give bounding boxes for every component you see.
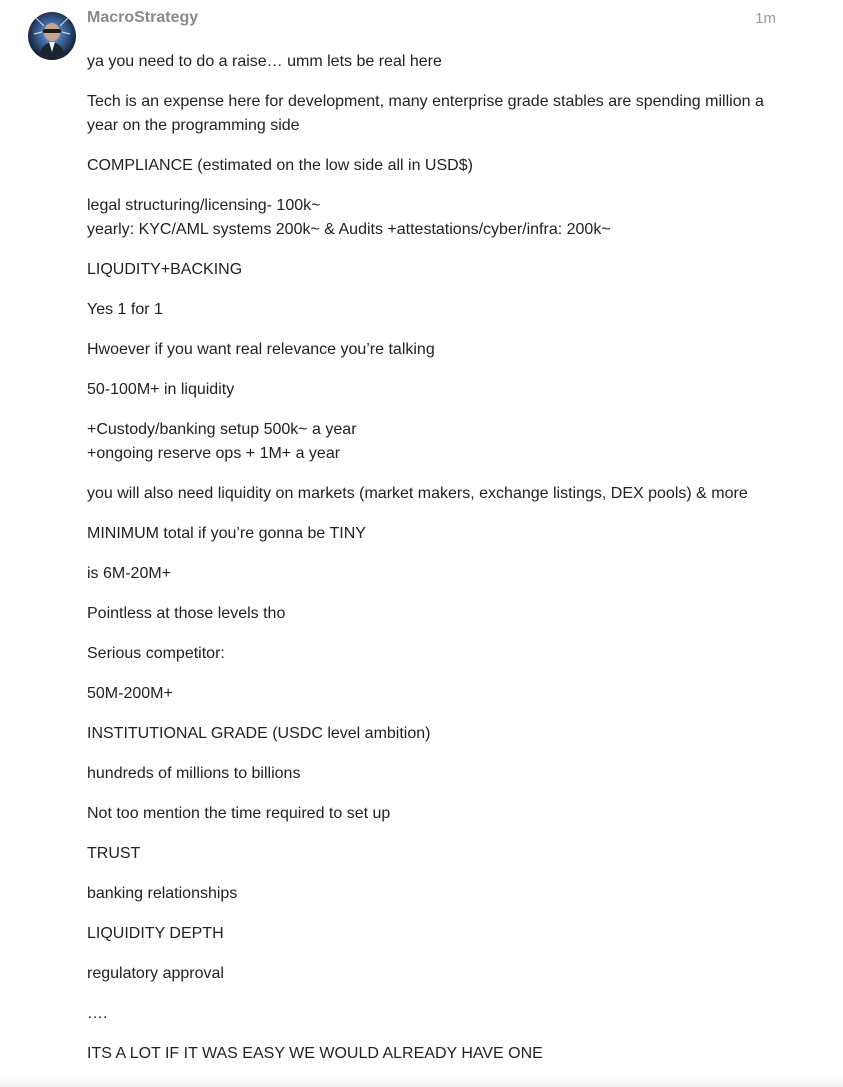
- post-body: [87, 50, 787, 1082]
- post-text-line: Pointless at those levels tho: [87, 605, 286, 622]
- post-paragraph: [87, 802, 787, 826]
- post-paragraph: [87, 922, 787, 946]
- post-text-line: LIQUIDITY DEPTH: [87, 925, 224, 942]
- post-text-line: is 6M-20M+: [87, 565, 172, 582]
- post-text-line: ya you need to do a raise… umm lets be real here: [87, 53, 442, 70]
- post-paragraph: [87, 482, 787, 506]
- post-paragraph: [87, 962, 787, 986]
- post-paragraph: [87, 682, 787, 706]
- post-text-line: Not too mention the time required to set up: [87, 805, 391, 822]
- post-text-line: 50-100M+ in liquidity: [87, 381, 235, 398]
- post-paragraph: [87, 1002, 787, 1026]
- post-text-line: LIQUDITY+BACKING: [87, 261, 243, 278]
- post-text-line: Serious competitor:: [87, 645, 225, 662]
- post-text-line: +ongoing reserve ops + 1M+ a year: [87, 445, 341, 462]
- post-paragraph: [87, 90, 787, 138]
- post-paragraph: [87, 602, 787, 626]
- post-text-line: hundreds of millions to billions: [87, 765, 301, 782]
- post-paragraph: [87, 154, 787, 178]
- post-paragraph: [87, 522, 787, 546]
- post-paragraph: [87, 258, 787, 282]
- post-text-line: banking relationships: [87, 885, 238, 902]
- post-text-line: Tech is an expense here for development, many enterprise grade stables are spending million a year on the programming side: [87, 93, 764, 134]
- post-text-line: INSTITUTIONAL GRADE (USDC level ambition): [87, 725, 431, 742]
- post-text-line: Hwoever if you want real relevance you’re talking: [87, 341, 435, 358]
- post-text-line: +Custody/banking setup 500k~ a year: [87, 421, 357, 438]
- post-text-line: Yes 1 for 1: [87, 301, 163, 318]
- post-text-line: ….: [87, 1005, 108, 1022]
- post-text-line: TRUST: [87, 845, 141, 862]
- post-paragraph: [87, 882, 787, 906]
- post-paragraph: [87, 194, 787, 242]
- post-text-line: ITS A LOT IF IT WAS EASY WE WOULD ALREADY HAVE ONE: [87, 1045, 543, 1062]
- post-text-line: yearly: KYC/AML systems 200k~ & Audits +attestations/cyber/infra: 200k~: [87, 221, 611, 238]
- username[interactable]: MacroStrategy: [87, 9, 199, 26]
- post-paragraph: [87, 378, 787, 402]
- post-paragraph: [87, 1042, 787, 1066]
- post-paragraph: [87, 562, 787, 586]
- post-paragraph: [87, 50, 787, 74]
- post-text-line: MINIMUM total if you’re gonna be TINY: [87, 525, 366, 542]
- post-timestamp[interactable]: 1m: [755, 10, 776, 27]
- avatar-icon: [28, 12, 76, 60]
- post-paragraph: [87, 338, 787, 362]
- post-paragraph: [87, 418, 787, 466]
- post-text-line: regulatory approval: [87, 965, 224, 982]
- post-text-line: you will also need liquidity on markets (market makers, exchange listings, DEX pools) & more: [87, 485, 748, 502]
- post-text-line: COMPLIANCE (estimated on the low side all in USD$): [87, 157, 473, 174]
- post-paragraph: [87, 722, 787, 746]
- post-paragraph: [87, 298, 787, 322]
- divider: [0, 1077, 843, 1087]
- post-paragraph: [87, 762, 787, 786]
- user-avatar[interactable]: [28, 12, 76, 60]
- post-text-line: 50M-200M+: [87, 685, 173, 702]
- post-text-line: legal structuring/licensing- 100k~: [87, 197, 321, 214]
- post-paragraph: [87, 842, 787, 866]
- post-paragraph: [87, 642, 787, 666]
